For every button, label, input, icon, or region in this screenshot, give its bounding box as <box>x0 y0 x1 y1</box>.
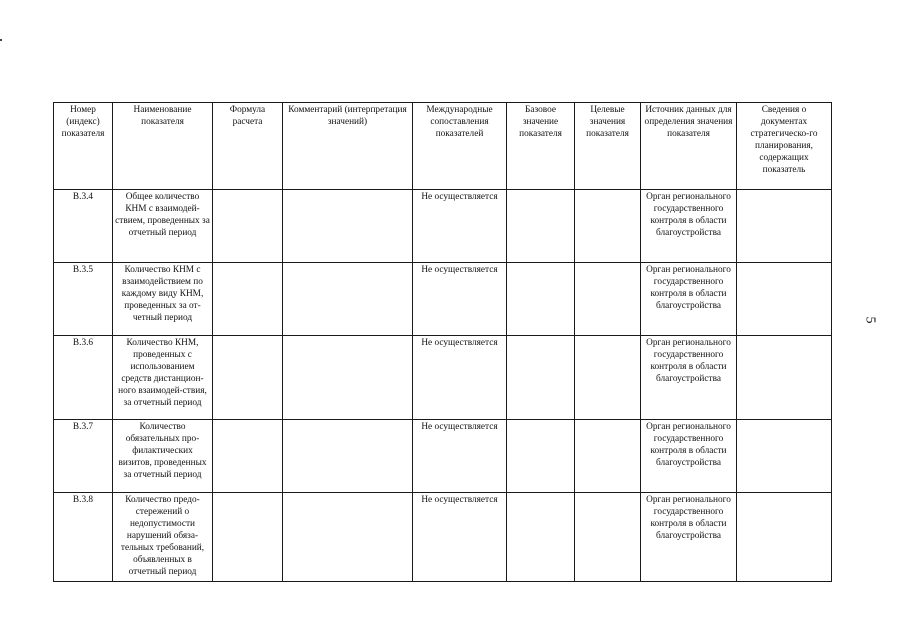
table-row <box>54 336 832 420</box>
cell-index: В.3.5 <box>54 263 113 336</box>
cell-comment <box>283 420 413 493</box>
cell-documents <box>737 263 832 336</box>
header-documents: Сведения о документах стратегическо-го планирования, содержащих показатель <box>737 103 832 190</box>
cell-name: Количество КНМ, проведенных с использованием средств дистанцион-ного взаимодей-ствия, за отчетный период <box>113 336 213 420</box>
table-header-row <box>54 103 832 190</box>
header-data-source: Источник данных для определения значения показателя <box>641 103 737 190</box>
cell-data-source: Орган регионального государственного контроля в области благоустройства <box>641 263 737 336</box>
cell-data-source: Орган регионального государственного контроля в области благоустройства <box>641 336 737 420</box>
cell-comment <box>283 263 413 336</box>
cell-target-values <box>575 493 641 582</box>
cell-documents <box>737 190 832 263</box>
cell-international: Не осуществляется <box>413 336 507 420</box>
cell-index: В.3.6 <box>54 336 113 420</box>
header-target-values: Целевые значения показателя <box>575 103 641 190</box>
cell-documents <box>737 493 832 582</box>
cell-documents <box>737 420 832 493</box>
header-international: Международные сопоставления показателей <box>413 103 507 190</box>
cell-data-source: Орган регионального государственного контроля в области благоустройства <box>641 420 737 493</box>
cell-name: Общее количество КНМ с взаимодей-ствием, проведенных за отчетный период <box>113 190 213 263</box>
cell-name: Количество КНМ с взаимодействием по каждому виду КНМ, проведенных за от-четный период <box>113 263 213 336</box>
cell-international: Не осуществляется <box>413 190 507 263</box>
indicators-table <box>53 102 832 582</box>
cell-comment <box>283 336 413 420</box>
table-row <box>54 493 832 582</box>
cell-target-values <box>575 263 641 336</box>
cell-formula <box>213 190 283 263</box>
cell-base-value <box>507 420 575 493</box>
cell-base-value <box>507 190 575 263</box>
cell-index: В.3.7 <box>54 420 113 493</box>
table-row <box>54 190 832 263</box>
cell-base-value <box>507 263 575 336</box>
cell-target-values <box>575 420 641 493</box>
cell-documents <box>737 336 832 420</box>
cell-index: В.3.4 <box>54 190 113 263</box>
cell-comment <box>283 493 413 582</box>
cell-target-values <box>575 336 641 420</box>
cell-base-value <box>507 493 575 582</box>
cell-comment <box>283 190 413 263</box>
header-name: Наименование показателя <box>113 103 213 190</box>
page-number: 5 <box>862 316 878 324</box>
cell-formula <box>213 493 283 582</box>
header-base-value: Базовое значение показателя <box>507 103 575 190</box>
cell-international: Не осуществляется <box>413 420 507 493</box>
scan-edge-mark <box>0 39 2 41</box>
cell-international: Не осуществляется <box>413 493 507 582</box>
cell-name: Количество обязательных про-филактических визитов, проведенных за отчетный период <box>113 420 213 493</box>
table-row <box>54 420 832 493</box>
cell-formula <box>213 263 283 336</box>
cell-data-source: Орган регионального государственного контроля в области благоустройства <box>641 493 737 582</box>
cell-base-value <box>507 336 575 420</box>
cell-formula <box>213 336 283 420</box>
cell-formula <box>213 420 283 493</box>
header-index: Номер (индекс) показателя <box>54 103 113 190</box>
header-comment: Комментарий (интерпретация значений) <box>283 103 413 190</box>
cell-data-source: Орган регионального государственного контроля в области благоустройства <box>641 190 737 263</box>
cell-international: Не осуществляется <box>413 263 507 336</box>
cell-name: Количество предо-стережений о недопустимости нарушений обяза-тельных требований, объявленных в отчетный период <box>113 493 213 582</box>
cell-index: В.3.8 <box>54 493 113 582</box>
cell-target-values <box>575 190 641 263</box>
table-row <box>54 263 832 336</box>
header-formula: Формула расчета <box>213 103 283 190</box>
